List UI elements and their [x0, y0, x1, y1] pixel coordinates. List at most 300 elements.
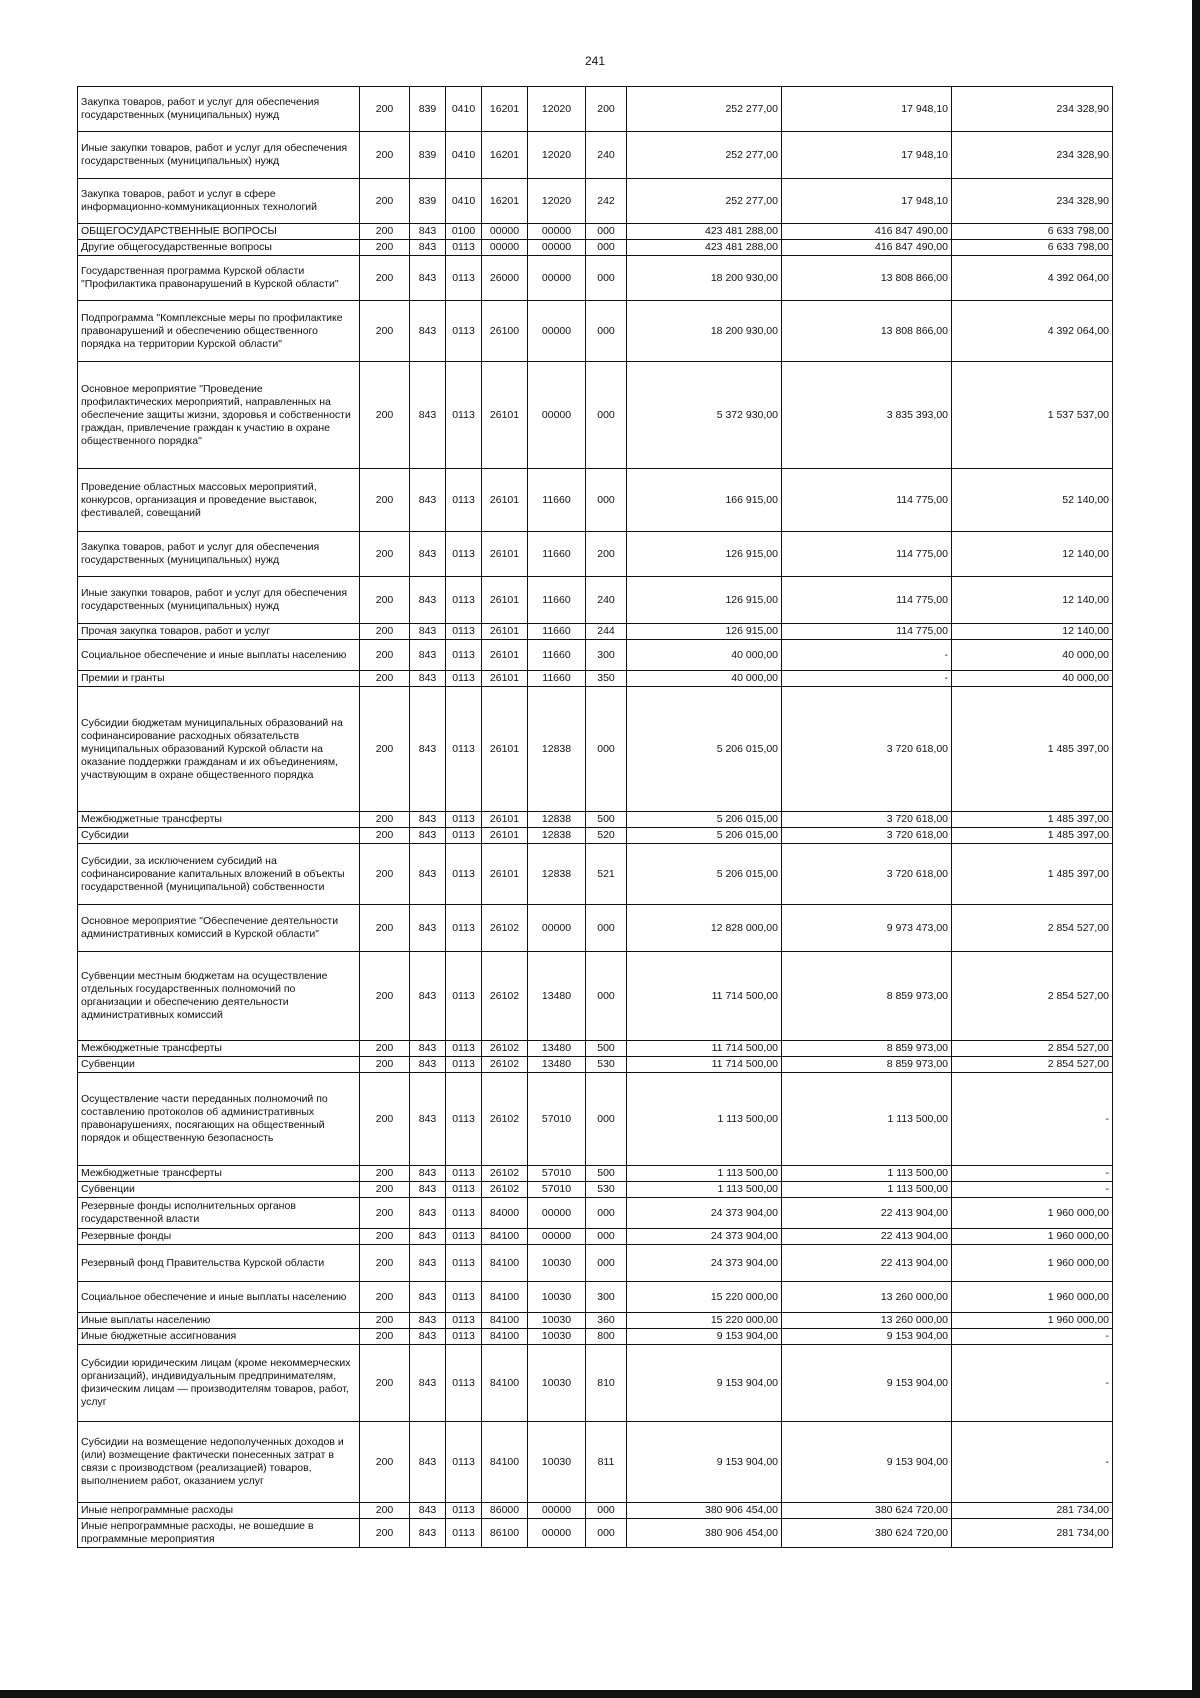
- row-code-expense-type: 000: [586, 362, 627, 469]
- row-code-ministry: 843: [410, 1229, 446, 1245]
- row-code-expense-type: 300: [586, 1282, 627, 1313]
- row-value-1: 252 277,00: [627, 179, 782, 224]
- row-value-3: 4 392 064,00: [952, 301, 1113, 362]
- table-row: [78, 828, 1113, 844]
- row-code-program: 26102: [482, 1073, 528, 1166]
- row-name: Субвенции: [78, 1182, 360, 1198]
- row-code-ministry: 843: [410, 256, 446, 301]
- table-row: [78, 1313, 1113, 1329]
- row-code-expense-type: 000: [586, 256, 627, 301]
- row-code-expense-type: 811: [586, 1422, 627, 1503]
- row-value-1: 9 153 904,00: [627, 1345, 782, 1422]
- scan-border-right: [1192, 0, 1200, 1698]
- table-row: [78, 812, 1113, 828]
- row-name: Закупка товаров, работ и услуг для обеспечения государственных (муниципальных) нужд: [78, 532, 360, 577]
- row-code-expense-type: 200: [586, 532, 627, 577]
- table-row: [78, 844, 1113, 905]
- row-value-1: 11 714 500,00: [627, 1041, 782, 1057]
- row-code-ministry: 839: [410, 179, 446, 224]
- row-code-admin: 200: [360, 532, 410, 577]
- row-code-expense-type: 200: [586, 87, 627, 132]
- row-value-1: 18 200 930,00: [627, 256, 782, 301]
- row-code-direction: 10030: [528, 1329, 586, 1345]
- row-code-admin: 200: [360, 1041, 410, 1057]
- row-code-expense-type: 530: [586, 1057, 627, 1073]
- row-value-2: 3 835 393,00: [782, 362, 952, 469]
- row-code-direction: 12838: [528, 812, 586, 828]
- row-code-admin: 200: [360, 812, 410, 828]
- row-code-section: 0113: [446, 532, 482, 577]
- row-value-3: -: [952, 1329, 1113, 1345]
- row-value-2: 114 775,00: [782, 469, 952, 532]
- row-code-program: 26102: [482, 1041, 528, 1057]
- row-code-program: 84100: [482, 1422, 528, 1503]
- row-code-section: 0113: [446, 624, 482, 640]
- row-value-3: 4 392 064,00: [952, 256, 1113, 301]
- row-name: Премии и гранты: [78, 671, 360, 687]
- row-code-expense-type: 000: [586, 224, 627, 240]
- budget-table: [77, 86, 1113, 1548]
- row-code-expense-type: 000: [586, 952, 627, 1041]
- row-code-ministry: 843: [410, 952, 446, 1041]
- row-code-expense-type: 500: [586, 812, 627, 828]
- row-value-3: 2 854 527,00: [952, 1041, 1113, 1057]
- row-name: Основное мероприятие "Обеспечение деятельности административных комиссий в Курской области": [78, 905, 360, 952]
- row-value-1: 40 000,00: [627, 671, 782, 687]
- table-row: [78, 1519, 1113, 1548]
- table-row: [78, 1329, 1113, 1345]
- row-code-program: 84000: [482, 1198, 528, 1229]
- row-code-expense-type: 000: [586, 687, 627, 812]
- row-name: Закупка товаров, работ и услуг в сфере информационно-коммуникационных технологий: [78, 179, 360, 224]
- row-value-1: 24 373 904,00: [627, 1245, 782, 1282]
- row-value-3: -: [952, 1166, 1113, 1182]
- row-code-admin: 200: [360, 1057, 410, 1073]
- row-code-expense-type: 800: [586, 1329, 627, 1345]
- row-value-3: 281 734,00: [952, 1503, 1113, 1519]
- table-row: [78, 87, 1113, 132]
- row-code-direction: 10030: [528, 1422, 586, 1503]
- row-value-1: 252 277,00: [627, 87, 782, 132]
- table-row: [78, 132, 1113, 179]
- row-code-section: 0113: [446, 1182, 482, 1198]
- table-row: [78, 624, 1113, 640]
- row-code-direction: 57010: [528, 1073, 586, 1166]
- row-code-program: 26102: [482, 952, 528, 1041]
- row-code-section: 0113: [446, 1519, 482, 1548]
- row-value-3: 2 854 527,00: [952, 952, 1113, 1041]
- row-name: ОБЩЕГОСУДАРСТВЕННЫЕ ВОПРОСЫ: [78, 224, 360, 240]
- row-code-section: 0100: [446, 224, 482, 240]
- row-value-1: 423 481 288,00: [627, 224, 782, 240]
- row-code-program: 26100: [482, 301, 528, 362]
- row-name: Межбюджетные трансферты: [78, 812, 360, 828]
- row-code-ministry: 843: [410, 577, 446, 624]
- row-value-1: 15 220 000,00: [627, 1313, 782, 1329]
- row-value-1: 40 000,00: [627, 640, 782, 671]
- row-code-program: 16201: [482, 132, 528, 179]
- row-value-3: 6 633 798,00: [952, 240, 1113, 256]
- row-value-2: 3 720 618,00: [782, 812, 952, 828]
- row-code-direction: 57010: [528, 1182, 586, 1198]
- row-code-section: 0113: [446, 1229, 482, 1245]
- row-code-ministry: 843: [410, 1329, 446, 1345]
- row-code-direction: 00000: [528, 1198, 586, 1229]
- row-code-program: 16201: [482, 179, 528, 224]
- row-value-2: 22 413 904,00: [782, 1229, 952, 1245]
- row-code-ministry: 843: [410, 812, 446, 828]
- row-code-program: 26102: [482, 1166, 528, 1182]
- row-value-3: 2 854 527,00: [952, 1057, 1113, 1073]
- row-code-ministry: 843: [410, 1313, 446, 1329]
- row-value-1: 5 206 015,00: [627, 844, 782, 905]
- row-value-2: 9 973 473,00: [782, 905, 952, 952]
- row-value-3: 234 328,90: [952, 132, 1113, 179]
- row-name: Субсидии на возмещение недополученных доходов и (или) возмещение фактически понесенных затрат в связи с производством (реализацией) товаров, выполнением работ, оказанием услуг: [78, 1422, 360, 1503]
- row-value-3: 1 485 397,00: [952, 828, 1113, 844]
- row-value-3: 1 537 537,00: [952, 362, 1113, 469]
- table-row: [78, 1229, 1113, 1245]
- row-code-admin: 200: [360, 1073, 410, 1166]
- row-code-admin: 200: [360, 469, 410, 532]
- row-code-expense-type: 500: [586, 1041, 627, 1057]
- row-value-2: 9 153 904,00: [782, 1329, 952, 1345]
- row-name: Иные непрограммные расходы: [78, 1503, 360, 1519]
- row-value-1: 126 915,00: [627, 532, 782, 577]
- row-code-admin: 200: [360, 1282, 410, 1313]
- row-value-3: 40 000,00: [952, 640, 1113, 671]
- row-value-1: 166 915,00: [627, 469, 782, 532]
- table-row: [78, 687, 1113, 812]
- row-code-admin: 200: [360, 671, 410, 687]
- row-value-3: 281 734,00: [952, 1519, 1113, 1548]
- row-code-section: 0410: [446, 132, 482, 179]
- row-code-admin: 200: [360, 828, 410, 844]
- row-code-direction: 12838: [528, 844, 586, 905]
- row-code-admin: 200: [360, 224, 410, 240]
- table-row: [78, 1057, 1113, 1073]
- row-code-direction: 00000: [528, 256, 586, 301]
- row-code-expense-type: 500: [586, 1166, 627, 1182]
- row-code-expense-type: 242: [586, 179, 627, 224]
- row-value-2: 114 775,00: [782, 624, 952, 640]
- row-code-section: 0113: [446, 240, 482, 256]
- row-value-2: 13 260 000,00: [782, 1313, 952, 1329]
- row-code-ministry: 843: [410, 1073, 446, 1166]
- row-code-admin: 200: [360, 905, 410, 952]
- row-code-ministry: 843: [410, 469, 446, 532]
- row-code-expense-type: 000: [586, 1229, 627, 1245]
- row-code-section: 0113: [446, 1198, 482, 1229]
- row-code-direction: 00000: [528, 224, 586, 240]
- row-code-direction: 12020: [528, 132, 586, 179]
- row-code-section: 0113: [446, 828, 482, 844]
- table-row: [78, 1245, 1113, 1282]
- row-code-expense-type: 350: [586, 671, 627, 687]
- row-code-ministry: 843: [410, 1519, 446, 1548]
- row-value-1: 11 714 500,00: [627, 1057, 782, 1073]
- row-code-direction: 13480: [528, 952, 586, 1041]
- row-code-expense-type: 240: [586, 577, 627, 624]
- row-code-expense-type: 000: [586, 301, 627, 362]
- row-code-program: 26101: [482, 640, 528, 671]
- row-code-admin: 200: [360, 1182, 410, 1198]
- row-code-section: 0113: [446, 362, 482, 469]
- row-name: Иные закупки товаров, работ и услуг для обеспечения государственных (муниципальных) нужд: [78, 132, 360, 179]
- row-code-direction: 12838: [528, 687, 586, 812]
- row-value-3: -: [952, 1073, 1113, 1166]
- row-code-ministry: 843: [410, 1282, 446, 1313]
- row-value-1: 5 372 930,00: [627, 362, 782, 469]
- row-code-admin: 200: [360, 624, 410, 640]
- table-row: [78, 1422, 1113, 1503]
- row-value-3: 234 328,90: [952, 87, 1113, 132]
- row-code-expense-type: 530: [586, 1182, 627, 1198]
- row-code-expense-type: 244: [586, 624, 627, 640]
- row-value-1: 9 153 904,00: [627, 1422, 782, 1503]
- row-value-2: 114 775,00: [782, 577, 952, 624]
- row-name: Иные закупки товаров, работ и услуг для обеспечения государственных (муниципальных) нужд: [78, 577, 360, 624]
- row-code-direction: 12020: [528, 179, 586, 224]
- row-code-direction: 10030: [528, 1245, 586, 1282]
- row-value-3: 1 960 000,00: [952, 1229, 1113, 1245]
- row-code-program: 26101: [482, 671, 528, 687]
- row-value-1: 1 113 500,00: [627, 1073, 782, 1166]
- row-name: Основное мероприятие "Проведение профилактических мероприятий, направленных на обеспечение защиты жизни, здоровья и собственности граждан, привлечение граждан к участию в охране общественного порядка": [78, 362, 360, 469]
- row-code-ministry: 843: [410, 1166, 446, 1182]
- table-row: [78, 469, 1113, 532]
- row-code-program: 26000: [482, 256, 528, 301]
- table-row: [78, 1198, 1113, 1229]
- row-code-admin: 200: [360, 1229, 410, 1245]
- row-value-1: 1 113 500,00: [627, 1166, 782, 1182]
- page-number: 241: [584, 54, 606, 68]
- row-name: Резервные фонды исполнительных органов государственной власти: [78, 1198, 360, 1229]
- row-code-admin: 200: [360, 256, 410, 301]
- row-code-direction: 00000: [528, 1519, 586, 1548]
- row-value-2: 1 113 500,00: [782, 1073, 952, 1166]
- row-name: Субсидии: [78, 828, 360, 844]
- row-code-program: 84100: [482, 1282, 528, 1313]
- row-name: Субвенции: [78, 1057, 360, 1073]
- table-row: [78, 1041, 1113, 1057]
- row-code-program: 26101: [482, 828, 528, 844]
- row-value-1: 380 906 454,00: [627, 1519, 782, 1548]
- row-code-program: 26101: [482, 812, 528, 828]
- row-value-2: 13 260 000,00: [782, 1282, 952, 1313]
- row-value-2: 17 948,10: [782, 87, 952, 132]
- row-code-program: 86100: [482, 1519, 528, 1548]
- row-code-admin: 200: [360, 132, 410, 179]
- row-code-expense-type: 000: [586, 1073, 627, 1166]
- row-name: Резервные фонды: [78, 1229, 360, 1245]
- row-code-section: 0113: [446, 469, 482, 532]
- row-code-section: 0113: [446, 844, 482, 905]
- row-code-section: 0410: [446, 179, 482, 224]
- row-code-ministry: 843: [410, 1182, 446, 1198]
- row-code-ministry: 843: [410, 532, 446, 577]
- row-value-1: 18 200 930,00: [627, 301, 782, 362]
- row-value-1: 11 714 500,00: [627, 952, 782, 1041]
- row-value-2: 380 624 720,00: [782, 1503, 952, 1519]
- row-code-direction: 11660: [528, 577, 586, 624]
- row-code-section: 0113: [446, 640, 482, 671]
- row-code-direction: 12020: [528, 87, 586, 132]
- row-code-section: 0113: [446, 671, 482, 687]
- row-code-program: 84100: [482, 1345, 528, 1422]
- row-code-admin: 200: [360, 1166, 410, 1182]
- row-value-3: 1 485 397,00: [952, 687, 1113, 812]
- row-code-program: 26102: [482, 1182, 528, 1198]
- row-value-1: 380 906 454,00: [627, 1503, 782, 1519]
- row-value-2: 3 720 618,00: [782, 828, 952, 844]
- row-code-admin: 200: [360, 687, 410, 812]
- row-value-3: 12 140,00: [952, 532, 1113, 577]
- table-row: [78, 1073, 1113, 1166]
- row-code-program: 26101: [482, 624, 528, 640]
- row-value-2: 13 808 866,00: [782, 256, 952, 301]
- row-code-program: 84100: [482, 1245, 528, 1282]
- row-value-3: 52 140,00: [952, 469, 1113, 532]
- row-code-program: 26101: [482, 577, 528, 624]
- row-value-1: 5 206 015,00: [627, 812, 782, 828]
- row-name: Проведение областных массовых мероприятий, конкурсов, организация и проведение выставок, фестивалей, совещаний: [78, 469, 360, 532]
- row-value-2: 1 113 500,00: [782, 1182, 952, 1198]
- row-value-1: 15 220 000,00: [627, 1282, 782, 1313]
- table-row: [78, 224, 1113, 240]
- row-code-admin: 200: [360, 844, 410, 905]
- row-code-section: 0113: [446, 1282, 482, 1313]
- row-name: Иные выплаты населению: [78, 1313, 360, 1329]
- row-value-2: -: [782, 640, 952, 671]
- row-value-2: 8 859 973,00: [782, 1041, 952, 1057]
- row-value-3: 234 328,90: [952, 179, 1113, 224]
- table-row: [78, 240, 1113, 256]
- row-code-admin: 200: [360, 640, 410, 671]
- row-code-direction: 10030: [528, 1345, 586, 1422]
- row-code-section: 0113: [446, 577, 482, 624]
- row-code-ministry: 843: [410, 301, 446, 362]
- row-code-program: 16201: [482, 87, 528, 132]
- row-code-section: 0113: [446, 256, 482, 301]
- row-code-expense-type: 300: [586, 640, 627, 671]
- row-code-ministry: 843: [410, 828, 446, 844]
- row-code-direction: 11660: [528, 624, 586, 640]
- row-code-ministry: 843: [410, 362, 446, 469]
- table-row: [78, 301, 1113, 362]
- row-code-expense-type: 000: [586, 240, 627, 256]
- table-row: [78, 1182, 1113, 1198]
- table-row: [78, 179, 1113, 224]
- row-code-admin: 200: [360, 1345, 410, 1422]
- row-value-2: 17 948,10: [782, 132, 952, 179]
- table-body: [78, 87, 1113, 1548]
- row-code-ministry: 843: [410, 1503, 446, 1519]
- row-name: Субсидии, за исключением субсидий на софинансирование капитальных вложений в объекты государственной (муниципальной) собственности: [78, 844, 360, 905]
- row-code-section: 0113: [446, 1057, 482, 1073]
- row-value-1: 126 915,00: [627, 624, 782, 640]
- row-code-section: 0113: [446, 812, 482, 828]
- row-value-1: 5 206 015,00: [627, 828, 782, 844]
- row-name: Закупка товаров, работ и услуг для обеспечения государственных (муниципальных) нужд: [78, 87, 360, 132]
- row-code-ministry: 843: [410, 240, 446, 256]
- row-value-3: 2 854 527,00: [952, 905, 1113, 952]
- row-code-program: 26101: [482, 532, 528, 577]
- row-name: Субвенции местным бюджетам на осуществление отдельных государственных полномочий по организации и обеспечению деятельности административных комиссий: [78, 952, 360, 1041]
- row-code-ministry: 843: [410, 1057, 446, 1073]
- row-name: Прочая закупка товаров, работ и услуг: [78, 624, 360, 640]
- row-value-2: 17 948,10: [782, 179, 952, 224]
- table-row: [78, 362, 1113, 469]
- row-code-program: 26101: [482, 844, 528, 905]
- row-name: Социальное обеспечение и иные выплаты населению: [78, 1282, 360, 1313]
- row-code-section: 0113: [446, 1503, 482, 1519]
- row-code-section: 0113: [446, 301, 482, 362]
- row-code-section: 0113: [446, 1166, 482, 1182]
- row-code-program: 26101: [482, 362, 528, 469]
- row-code-direction: 00000: [528, 1503, 586, 1519]
- table-row: [78, 577, 1113, 624]
- row-code-program: 26102: [482, 1057, 528, 1073]
- row-code-direction: 00000: [528, 362, 586, 469]
- row-value-2: 8 859 973,00: [782, 952, 952, 1041]
- row-code-section: 0113: [446, 1329, 482, 1345]
- row-code-expense-type: 520: [586, 828, 627, 844]
- row-name: Межбюджетные трансферты: [78, 1166, 360, 1182]
- row-value-1: 126 915,00: [627, 577, 782, 624]
- row-value-3: -: [952, 1422, 1113, 1503]
- row-value-3: 12 140,00: [952, 577, 1113, 624]
- row-code-direction: 10030: [528, 1282, 586, 1313]
- table-row: [78, 905, 1113, 952]
- row-name: Субсидии бюджетам муниципальных образований на софинансирование расходных обязательств муниципальных образований Курской области на оказание поддержки гражданам и их объединениям, участвующим в охране общественного порядка: [78, 687, 360, 812]
- row-value-3: 6 633 798,00: [952, 224, 1113, 240]
- table-row: [78, 256, 1113, 301]
- row-code-program: 26101: [482, 687, 528, 812]
- row-value-3: 40 000,00: [952, 671, 1113, 687]
- scan-border-bottom: [0, 1690, 1200, 1698]
- row-name: Подпрограмма "Комплексные меры по профилактике правонарушений и обеспечению общественного порядка на территории Курской области": [78, 301, 360, 362]
- row-code-program: 86000: [482, 1503, 528, 1519]
- row-code-ministry: 843: [410, 671, 446, 687]
- row-code-direction: 00000: [528, 240, 586, 256]
- row-code-program: 26101: [482, 469, 528, 532]
- row-code-admin: 200: [360, 301, 410, 362]
- row-name: Иные бюджетные ассигнования: [78, 1329, 360, 1345]
- row-code-direction: 10030: [528, 1313, 586, 1329]
- row-value-3: 1 960 000,00: [952, 1313, 1113, 1329]
- row-code-ministry: 843: [410, 1422, 446, 1503]
- row-code-direction: 13480: [528, 1041, 586, 1057]
- row-code-ministry: 843: [410, 1041, 446, 1057]
- row-value-3: 1 960 000,00: [952, 1245, 1113, 1282]
- row-code-expense-type: 000: [586, 1519, 627, 1548]
- row-code-admin: 200: [360, 1503, 410, 1519]
- row-code-direction: 11660: [528, 640, 586, 671]
- row-code-admin: 200: [360, 1313, 410, 1329]
- row-value-2: 114 775,00: [782, 532, 952, 577]
- row-name: Осуществление части переданных полномочий по составлению протоколов об административных правонарушениях, посягающих на общественный порядок и общественную безопасность: [78, 1073, 360, 1166]
- row-code-admin: 200: [360, 87, 410, 132]
- row-value-3: 1 485 397,00: [952, 812, 1113, 828]
- row-code-ministry: 843: [410, 224, 446, 240]
- row-name: Резервный фонд Правительства Курской области: [78, 1245, 360, 1282]
- row-code-program: 00000: [482, 240, 528, 256]
- row-code-ministry: 843: [410, 844, 446, 905]
- row-code-section: 0113: [446, 1345, 482, 1422]
- row-code-admin: 200: [360, 1329, 410, 1345]
- row-code-expense-type: 000: [586, 1503, 627, 1519]
